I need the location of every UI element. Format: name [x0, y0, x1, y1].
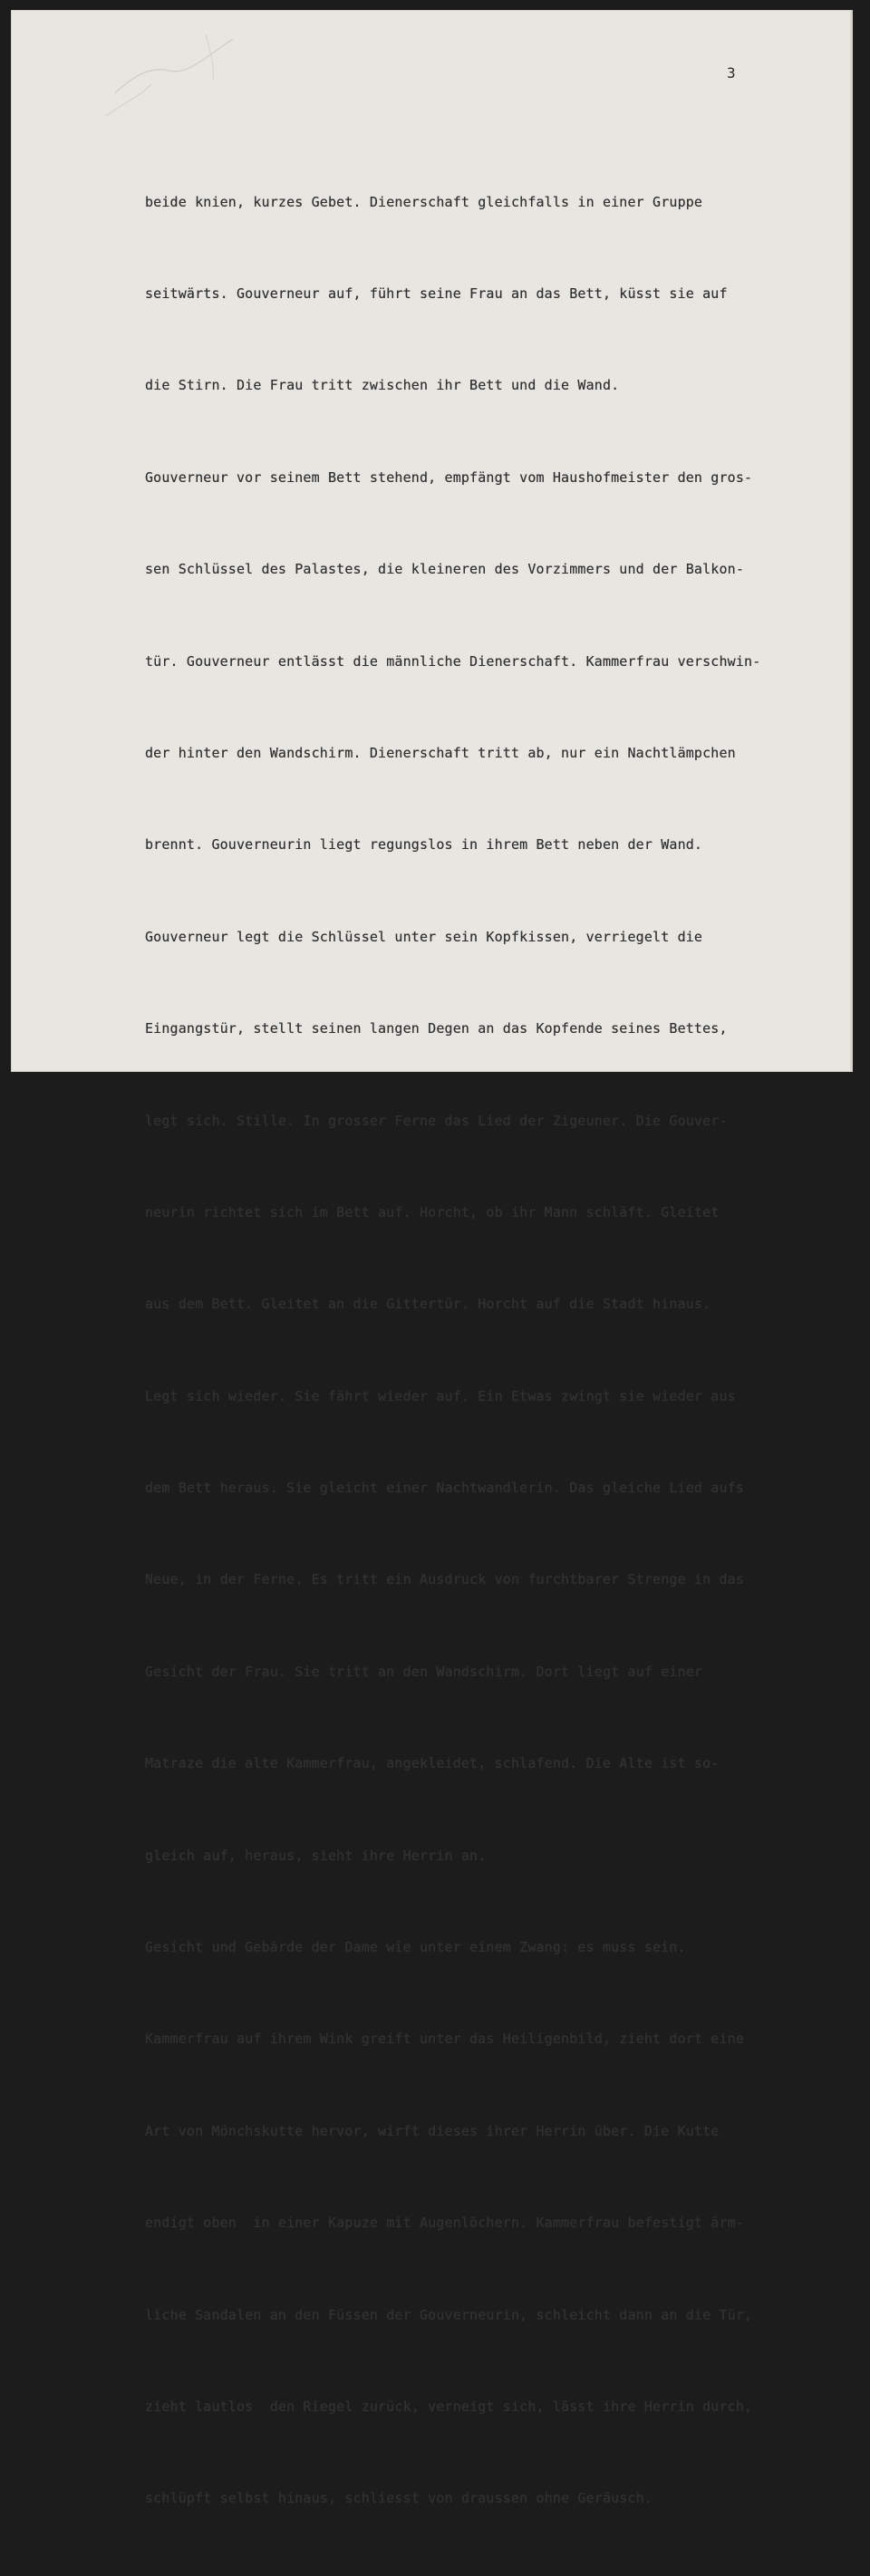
- text-line: gleich auf, heraus, sieht ihre Herrin an.: [145, 1847, 487, 1864]
- text-line: dem Bett heraus. Sie gleicht einer Nachtwandlerin. Das gleiche Lied aufs: [145, 1480, 745, 1497]
- text-line: beide knien, kurzes Gebet. Dienerschaft gleichfalls in einer Gruppe: [145, 193, 703, 210]
- text-line: liche Sandalen an den Füssen der Gouverneurin, schleicht dann an die Tür,: [145, 2306, 753, 2323]
- text-line: Eingangstür, stellt seinen langen Degen an das Kopfende seines Bettes,: [145, 1020, 728, 1037]
- text-line: seitwärts. Gouverneur auf, führt seine Frau an das Bett, küsst sie auf: [145, 285, 728, 302]
- text-line: Matraze die alte Kammerfrau, angekleidet, schlafend. Die Alte ist so-: [145, 1755, 720, 1772]
- pencil-smudge-mark: [97, 30, 251, 130]
- text-line: brennt. Gouverneurin liegt regungslos in ihrem Bett neben der Wand.: [145, 836, 703, 854]
- text-line: der hinter den Wandschirm. Dienerschaft tritt ab, nur ein Nachtlämpchen: [145, 744, 736, 761]
- text-line: die Stirn. Die Frau tritt zwischen ihr Bett und die Wand.: [145, 377, 620, 394]
- text-line: zieht lautlos den Riegel zurück, verneigt sich, lässt ihre Herrin durch,: [145, 2398, 753, 2415]
- text-line: legt sich. Stille. In grosser Ferne das Lied der Zigeuner. Die Gouver-: [145, 1112, 728, 1129]
- text-line: Gesicht der Frau. Sie tritt an den Wandschirm. Dort liegt auf einer: [145, 1663, 703, 1680]
- text-line: aus dem Bett. Gleitet an die Gittertür. Horcht auf die Stadt hinaus.: [145, 1296, 711, 1313]
- text-line: Neue, in der Ferne. Es tritt ein Ausdruck von furchtbarer Strenge in das: [145, 1571, 745, 1588]
- text-line: sen Schlüssel des Palastes, die kleineren des Vorzimmers und der Balkon-: [145, 561, 745, 578]
- page-number: 3: [727, 64, 736, 82]
- text-line: endigt oben in einer Kapuze mit Augenlöchern. Kammerfrau befestigt ärm-: [145, 2214, 745, 2232]
- text-line: Art von Mönchskutte hervor, wirft dieses ihrer Herrin über. Die Kutte: [145, 2122, 720, 2139]
- text-line: Kammerfrau auf ihrem Wink greift unter das Heiligenbild, zieht dort eine: [145, 2031, 745, 2048]
- text-line: tür. Gouverneur entlässt die männliche Dienerschaft. Kammerfrau verschwin-: [145, 652, 761, 670]
- text-line: Legt sich wieder. Sie fährt wieder auf. Ein Etwas zwingt sie wieder aus: [145, 1387, 736, 1404]
- typewritten-body: [145, 126, 852, 2576]
- text-line: Gouverneur legt die Schlüssel unter sein Kopfkissen, verriegelt die: [145, 928, 703, 945]
- text-line: schlüpft selbst hinaus, schliesst von draussen ohne Geräusch.: [145, 2490, 653, 2507]
- text-line: Gesicht und Gebärde der Dame wie unter einem Zwang: es muss sein.: [145, 1939, 686, 1956]
- text-line: Gouverneur vor seinem Bett stehend, empfängt vom Haushofmeister den gros-: [145, 468, 753, 486]
- typewritten-page: [11, 10, 853, 2507]
- text-line: neurin richtet sich im Bett auf. Horcht, ob ihr Mann schläft. Gleitet: [145, 1203, 720, 1220]
